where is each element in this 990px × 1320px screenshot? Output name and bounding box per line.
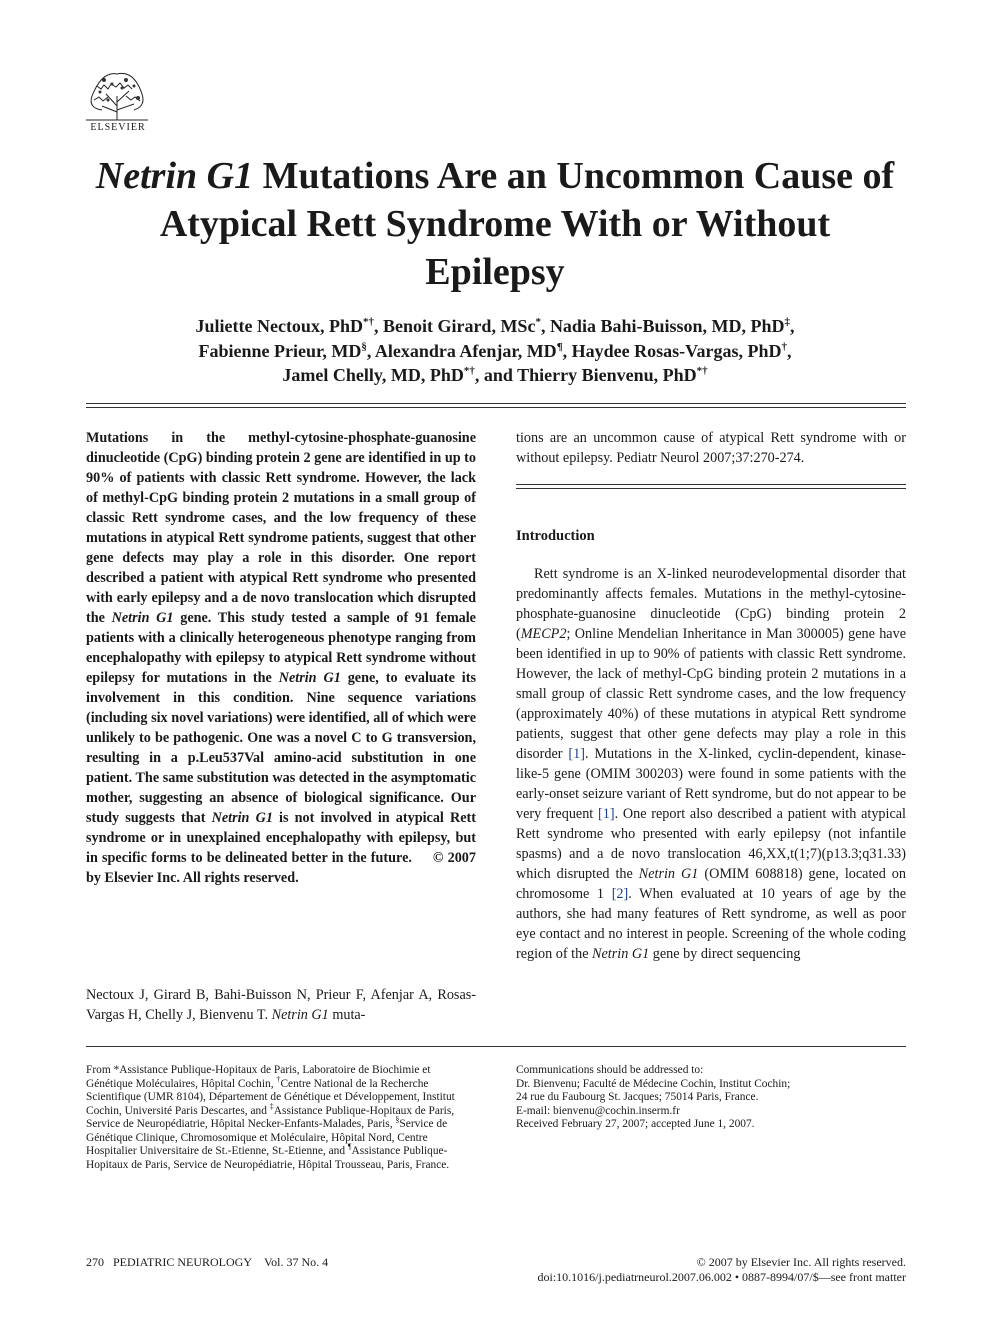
author: Haydee Rosas-Vargas, PhD: [571, 340, 782, 361]
author: Thierry Bienvenu, PhD: [517, 365, 697, 385]
title-text: Mutations Are an Uncommon Cause of Atypical Rett Syndrome With or Without Epilepsy: [159, 155, 895, 293]
page-footer-left: [86, 1255, 328, 1270]
author-separator: ,: [366, 340, 375, 361]
correspondence: [516, 1064, 906, 1132]
correspondence-line: Communications should be addressed to:: [516, 1064, 704, 1076]
affiliation-text: From *Assistance Publique-Hopitaux de Paris, Laboratoire de Biochimie et Génétique Moléculaires, Hôpital Cochin,: [86, 1064, 431, 1090]
author: Fabienne Prieur, MD: [198, 340, 362, 361]
author-separator: ,: [786, 340, 792, 361]
author-marks: †: [781, 340, 787, 353]
title-gene-name: Netrin G1: [95, 155, 254, 197]
body-text: . When evaluated at 10 years of age by the authors, she had many features of Rett syndrome, as well as poor eye contact and no interest in people. Screening of the whole coding region of the: [516, 886, 906, 962]
section-divider: [516, 484, 906, 485]
affiliation-mark: †: [276, 1074, 281, 1084]
abstract-text: is not involved in atypical Rett syndrome or in unexplained encephalopathy with epilepsy, but in specific forms to be delineated better in the future.: [86, 810, 476, 866]
reference-link[interactable]: [2]: [611, 886, 629, 902]
gene-name: Netrin G1: [638, 866, 699, 882]
journal-name: PEDIATRIC NEUROLOGY: [113, 1255, 252, 1269]
author-separator: ,: [562, 340, 572, 361]
article-title: [95, 152, 895, 296]
abstract-copyright: © 2007 by Elsevier Inc. All rights reserved.: [86, 850, 476, 886]
author-marks: *†: [362, 316, 374, 328]
affiliation-text: Assistance Publique-Hopitaux de Paris, Service de Neuropédiatrie, Hôpital Necker-Enfants-Malades, Paris,: [86, 1104, 455, 1130]
author: Alexandra Afenjar, MD: [374, 340, 557, 361]
citation-continued: tions are an uncommon cause of atypical Rett syndrome with or without epilepsy. Pediatr Neurol 2007;37:270-274.: [516, 430, 906, 466]
section-heading-introduction: Introduction: [516, 528, 595, 544]
author-separator: , and: [474, 365, 518, 385]
section-divider: [516, 488, 906, 489]
affiliation-mark: ‡: [269, 1101, 274, 1111]
correspondence-line: 24 rue du Faubourg St. Jacques; 75014 Paris, France.: [516, 1091, 759, 1103]
reference-link[interactable]: [1]: [598, 806, 615, 822]
author-marks: *: [535, 316, 541, 328]
author-separator: ,: [373, 316, 383, 336]
abstract-gene-name: Netrin G1: [211, 810, 273, 826]
affiliation-mark: §: [395, 1115, 400, 1125]
page-number: 270: [86, 1255, 104, 1269]
received-dates: Received February 27, 2007; accepted June 1, 2007.: [516, 1118, 755, 1130]
header-divider: [86, 407, 906, 408]
affiliation-text: Centre National de la Recherche Scientifique (UMR 8104), Département de Génétique et Développement, Institut Cochin, Université Paris Descartes, and: [86, 1077, 455, 1117]
elsevier-wordmark: ELSEVIER: [90, 122, 146, 133]
reference-link[interactable]: [1]: [568, 746, 585, 762]
citation-gene-name: Netrin G1: [271, 1007, 329, 1023]
citation: Nectoux J, Girard B, Bahi-Buisson N, Prieur F, Afenjar A, Rosas-Vargas H, Chelly J, Bienvenu T. Netrin G1 muta-: [86, 987, 476, 1023]
author-marks: *†: [696, 365, 708, 377]
doi[interactable]: doi:10.1016/j.pediatrneurol.2007.06.002 • 0887-8994/07/$—see front matter: [537, 1270, 906, 1284]
header-divider: [86, 403, 906, 404]
author-marks: §: [361, 340, 367, 353]
affiliations: [86, 1064, 466, 1172]
correspondence-line: Dr. Bienvenu; Faculté de Médecine Cochin, Institut Cochin;: [516, 1077, 791, 1090]
body-text: ; Online Mendelian Inheritance in Man 300005) gene have been identified in up to 90% of patients with classic Rett syndrome. However, the lack of methyl-CpG binding protein 2 mutations in a small group of classic Rett syndrome cases, and the low frequency (approximately 40%) of these mutations in atypical Rett syndrome patients, suggest that other gene defects may play a role in this disorder: [516, 626, 906, 762]
gene-name: Netrin G1: [592, 946, 650, 962]
author-marks: ‡: [784, 316, 790, 328]
page-footer-right: [480, 1255, 906, 1285]
author: Juliette Nectoux, PhD: [195, 316, 363, 336]
body-text: gene by direct sequencing: [649, 946, 801, 962]
introduction-body: [516, 564, 906, 964]
author: Benoit Girard, MSc: [382, 316, 536, 336]
body-text: . One report also described a patient with atypical Rett syndrome who presented with early epilepsy (not infantile spasms) and a de novo translocation 46,XX,t(1;7)(p13.3;q31.33) which disrupted the: [516, 806, 906, 882]
body-text: Rett syndrome is an X-linked neurodevelopmental disorder that predominantly affects females. Mutations in the methyl-cytosine-phosphate-guanosine dinucleotide (CpG) binding protein 2 (: [516, 566, 906, 642]
author-separator: ,: [790, 316, 795, 336]
author-marks: ¶: [556, 340, 563, 353]
author-marks: *†: [463, 365, 475, 377]
gene-name: MECP2: [520, 626, 567, 642]
abstract-text: gene, to evaluate its involvement in this condition. Nine sequence variations (including six novel variations) were identified, all of which were unlikely to be pathogenic. One was a novel C to G transversion, resulting in a p.Leu537Val amino-acid substitution in one patient. The same substitution was detected in the asymptomatic mother, suggesting an absence of biological significance. Our study suggests that: [86, 670, 476, 826]
body-text: . Mutations in the X-linked, cyclin-dependent, kinase-like-5 gene (OMIM 300203) were found in some patients with the early-onset seizure variant of Rett syndrome, but do not appear to be very frequent: [516, 746, 906, 822]
abstract-gene-name: Netrin G1: [278, 670, 341, 686]
abstract-text: gene. This study tested a sample of 91 female patients with a clinically heterogeneous phenotype ranging from encephalopathy with epilepsy to atypical Rett syndrome without epilepsy for mutations in the: [86, 610, 476, 686]
affiliation-mark: ¶: [347, 1142, 352, 1152]
body-text: (OMIM 608818) gene, located on chromosome 1: [516, 866, 906, 902]
citation-text: Nectoux J, Girard B, Bahi-Buisson N, Prieur F, Afenjar A, Rosas-Vargas H, Chelly J, Bienvenu T.: [86, 987, 476, 1023]
author-separator: ,: [540, 316, 550, 336]
footer-copyright: © 2007 by Elsevier Inc. All rights reserved.: [696, 1255, 906, 1269]
journal-volume: Vol. 37 No. 4: [264, 1255, 329, 1269]
affiliation-text: Service de Génétique Clinique, Chromosomique et Moléculaire, Hôpital Nord, Centre Hospitalier Universitaire de St.-Etienne, St.-Etienne, and: [86, 1118, 448, 1157]
author: Nadia Bahi-Buisson, MD, PhD: [549, 316, 785, 336]
affiliation-text: Assistance Publique-Hopitaux de Paris, Service de Neuropédiatrie, Hôpital Trousseau, Paris, France.: [86, 1145, 450, 1171]
correspondence-email[interactable]: E-mail: bienvenu@cochin.inserm.fr: [516, 1104, 680, 1117]
footnote-divider: [86, 1046, 906, 1047]
author-list: [95, 314, 895, 388]
abstract-gene-name: Netrin G1: [111, 610, 174, 626]
abstract-text: Mutations in the methyl-cytosine-phosphate-guanosine dinucleotide (CpG) binding protein 2 gene are identified in up to 90% of patients with classic Rett syndrome. However, the lack of methyl-CpG binding protein 2 mutations in a small group of classic Rett syndrome cases, and the low frequency of these mutations in atypical Rett syndrome patients, suggest that other gene defects may play a role in this disorder. One report described a patient with atypical Rett syndrome who presented with early epilepsy and a de novo translocation which disrupted the: [86, 430, 476, 626]
abstract: [86, 428, 476, 888]
author: Jamel Chelly, MD, PhD: [282, 365, 464, 385]
